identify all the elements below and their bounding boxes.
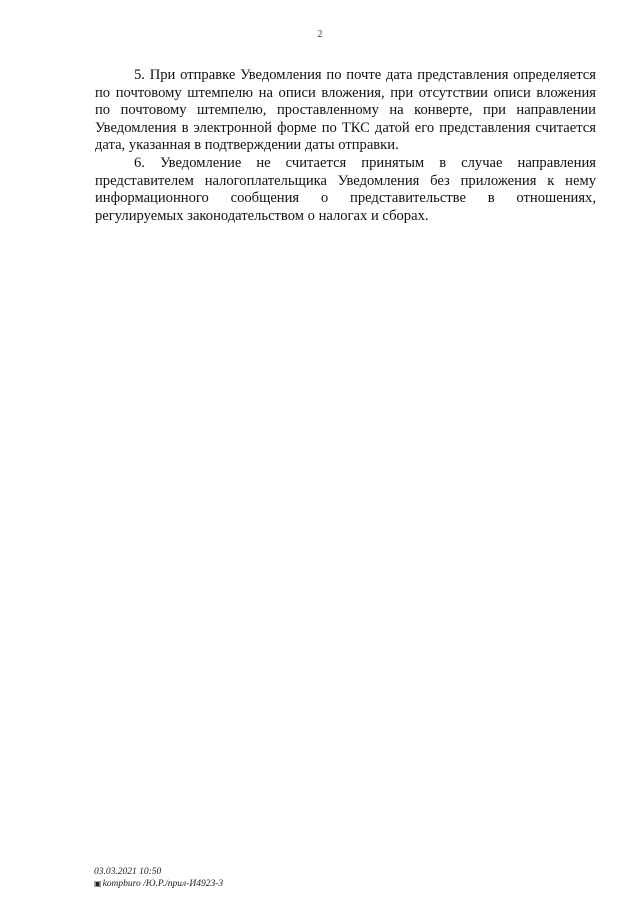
footer-file-path-line [94, 878, 223, 890]
paragraph-5: 5. При отправке Уведомления по почте дата представления определяется по почтовому штемпелю на описи вложения, при отсутствии описи вложения по почтовому штемпелю, проставленному на конверте, при направлении Уведомления в электронной форме по ТКС датой его представления считается дата, указанная в подтверждении даты отправки. [95, 67, 596, 154]
footer-file-path: kompburo /Ю.Р./прил-И4923-3 [102, 879, 224, 889]
document-body [95, 67, 596, 225]
document-icon: ▣ [94, 879, 102, 888]
document-footer [94, 867, 223, 890]
footer-timestamp: 03.03.2021 10:50 [94, 867, 162, 877]
page-number: 2 [317, 29, 323, 40]
paragraph-6: 6. Уведомление не считается принятым в случае направления представителем налогоплательщика Уведомления без приложения к нему информационного сообщения о представительстве в отношениях, регулируемых законодательством о налогах и сборах. [95, 154, 596, 224]
